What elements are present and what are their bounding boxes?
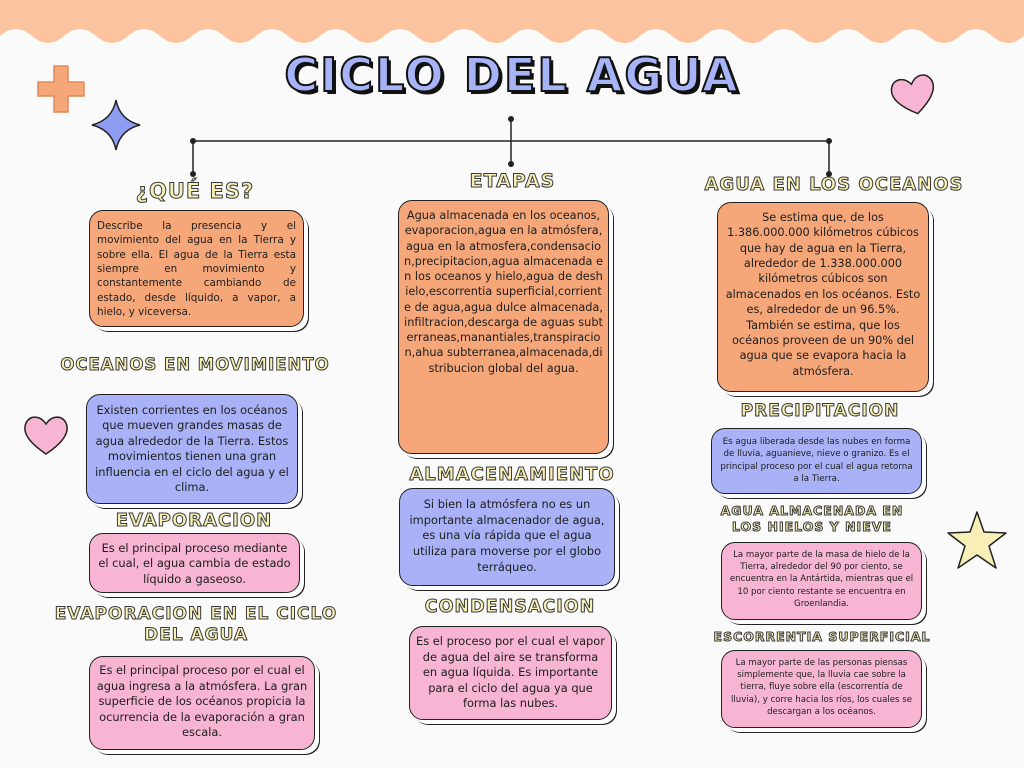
box-condensacion: [409, 626, 612, 720]
text-evaporacion-ciclo: Es el principal proceso por el cual el agua ingresa a la atmósfera. La gran superficie de los océanos propicia la ocurrencia de la evaporación a gran escala.: [96, 663, 308, 739]
heading-etapas: ETAPAS: [469, 170, 556, 192]
star-icon: [944, 508, 1010, 574]
box-oceanos-movimiento: [86, 394, 298, 504]
box-evaporacion-ciclo: [89, 656, 315, 750]
text-etapas: Agua almacenada en los oceanos,evaporacion,agua en la atmósfera,agua en la atmosfera,condensacion,precipitacion,agua almacenada en los oceanos y hielo,agua de deshielo,escorrentia superficial,corriente de agua,agua dulce almacenada,infiltracion,descarga de aguas subterraneas,manantiales,transpiracion,ahua subterranea,almacenada,distribucion global del agua.: [404, 209, 603, 375]
heading-evaporacion: EVAPORACION: [115, 510, 273, 531]
box-precipitacion: [711, 428, 922, 494]
text-evaporacion: Es el principal proceso mediante el cual, el agua cambia de estado líquido a gaseoso.: [98, 541, 291, 586]
heading-agua-oceanos: AGUA EN LOS OCEANOS: [704, 174, 964, 195]
heading-evaporacion-ciclo: [40, 604, 352, 647]
box-almacenamiento: [399, 488, 615, 586]
box-que-es: [89, 210, 304, 327]
text-que-es: Describe la presencia y el movimiento del agua en la Tierra y sobre ella. El agua de la Tierra esta siempre en movimiento y constantemente cambiando de estado, desde líquido, a vapor, a hielo, y viceversa.: [97, 220, 296, 319]
text-almacenamiento: Si bien la atmósfera no es un importante almacenador de agua, es una vía rápida que el agua utiliza para moverse por el globo terráqueo.: [409, 497, 605, 574]
heading-condensacion: CONDENSACION: [424, 597, 596, 617]
heart-icon: [20, 412, 72, 458]
box-evaporacion: [89, 533, 300, 593]
text-escorrentia: La mayor parte de las personas piensas simplemente que, la lluvia cae sobre la tierra, fluye sobre ella (escorrentía de lluvia), y corre hacia los ríos, los cuales se descargan a los océanos.: [730, 658, 913, 717]
text-precipitacion: Es agua liberada desde las nubes en forma de lluvia, aguanieve, nieve o granizo. Es el principal proceso por el cual el agua retorna a la Tierra.: [720, 437, 913, 485]
heading-oceanos-movimiento: OCEANOS EN MOVIMIENTO: [60, 355, 330, 374]
box-etapas: [398, 200, 609, 454]
text-condensacion: Es el proceso por el cual el vapor de agua del aire se transforma en agua líquida. Es importante para el ciclo del agua ya que forma las nubes.: [416, 634, 605, 710]
heading-escorrentia: ESCORRENTIA SUPERFICIAL: [713, 629, 931, 644]
heading-precipitacion: PRECIPITACION: [740, 401, 900, 421]
heading-evaporacion-ciclo-line2: DEL AGUA: [143, 625, 249, 646]
heading-evaporacion-ciclo-line1: EVAPORACION EN EL CICLO: [54, 604, 338, 624]
page-title: CICLO DEL AGUA: [284, 48, 740, 102]
heading-hielos-nieve-line2: LOS HIELOS Y NIEVE: [732, 518, 892, 534]
heading-hielos-nieve: [712, 503, 912, 534]
text-hielos-nieve: La mayor parte de la masa de hielo de la Tierra, alrededor del 90 por ciento, se encuentra en la Antártida, mientras que el 10 por ciento restante se encuentra en Groenlandia.: [729, 550, 914, 609]
box-agua-oceanos: [717, 202, 929, 392]
heading-almacenamiento: ALMACENAMIENTO: [409, 464, 615, 485]
heading-que-es: ¿QUÉ ES?: [135, 179, 255, 203]
text-oceanos-movimiento: Existen corrientes en los océanos que mueven grandes masas de agua alrededor de la Tierra. Estos movimientos tienen una gran influencia en el ciclo del agua y el clima.: [95, 403, 289, 494]
text-agua-oceanos: Se estima que, de los 1.386.000.000 kilómetros cúbicos que hay de agua en la Tierra, alrededor de 1.338.000.000 kilómetros cúbicos son almacenados en los océanos. Esto es, alrededor de un 96.5%. También se estima, que los océanos proveen de un 90% del agua que se evapora hacia la atmósfera.: [725, 211, 921, 378]
box-hielos-nieve: [721, 542, 922, 620]
box-escorrentia: [721, 650, 922, 728]
heading-hielos-nieve-line1: AGUA ALMACENADA EN: [720, 503, 904, 518]
